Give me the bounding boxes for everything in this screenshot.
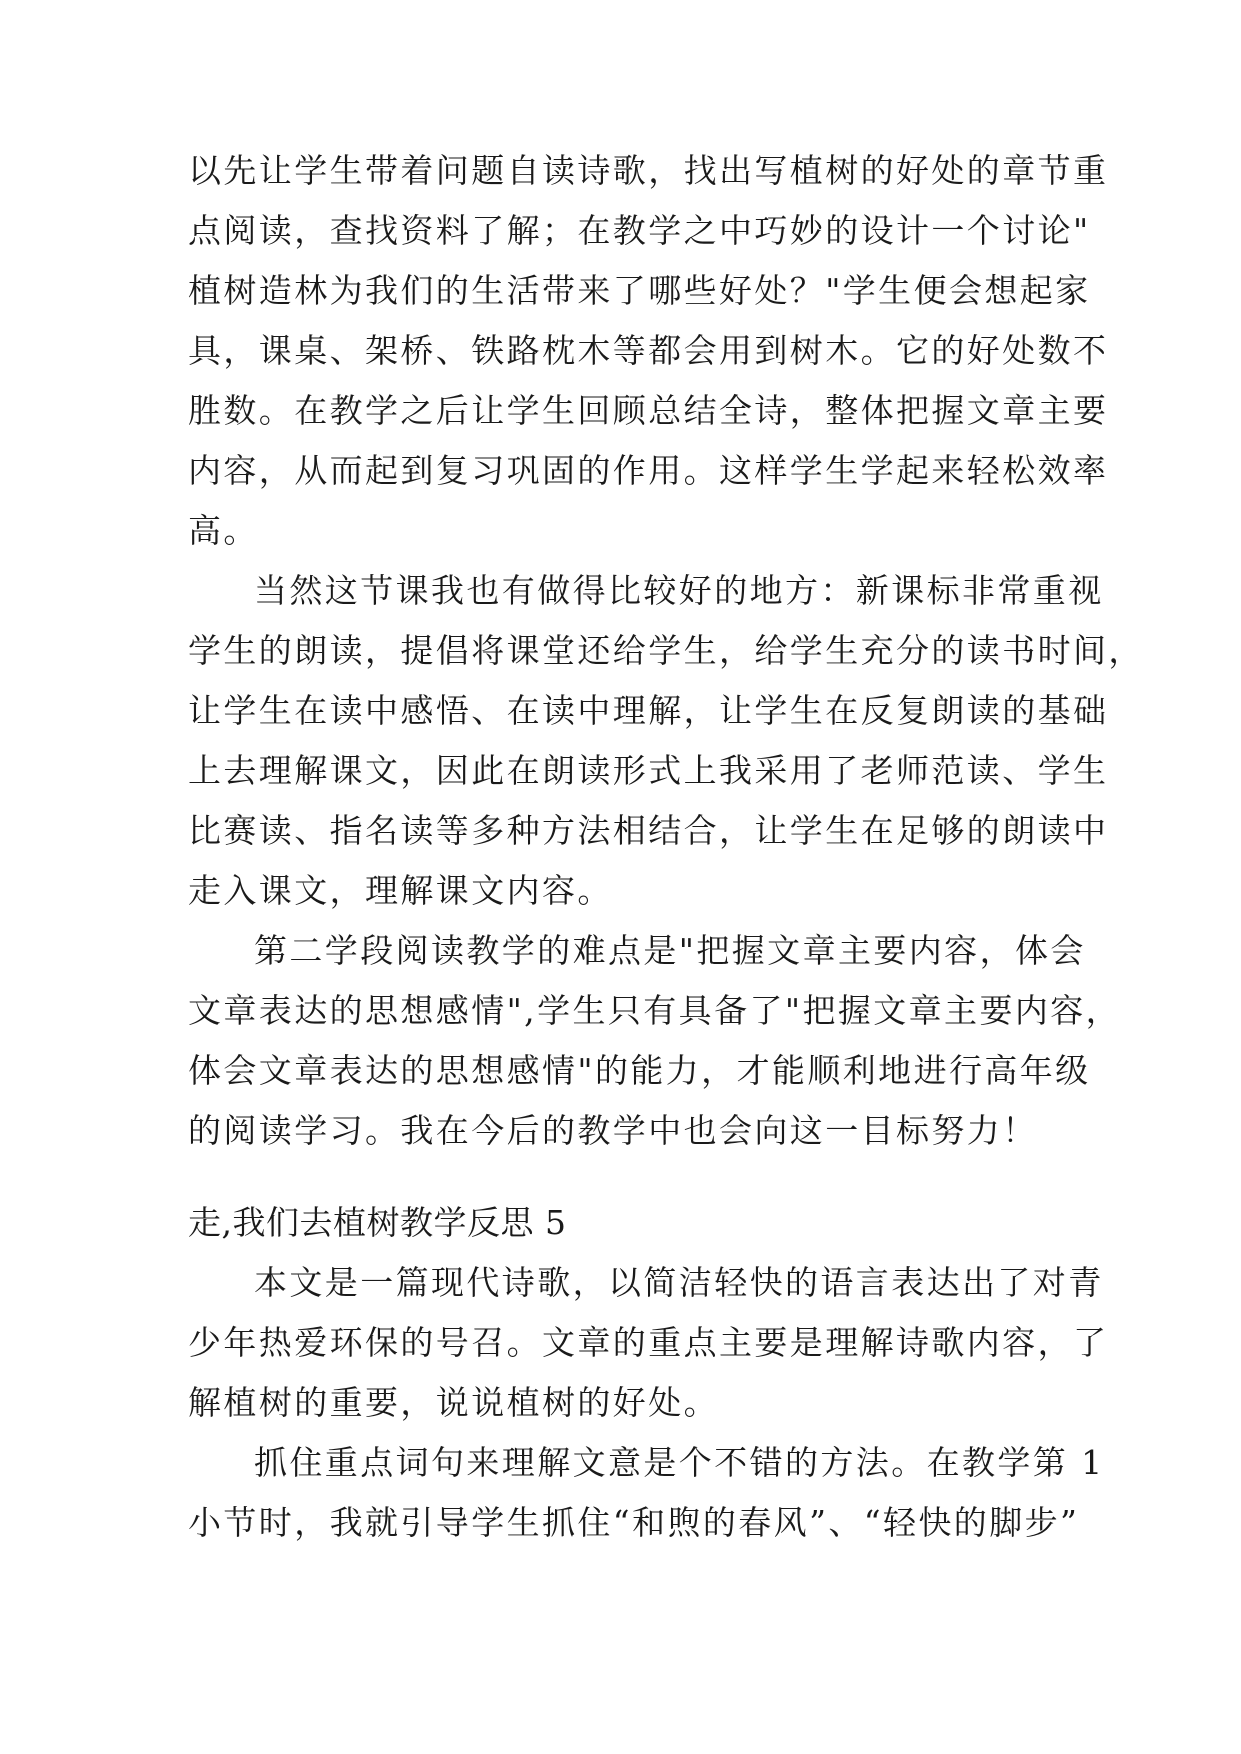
paragraph-first-line: 第二学段阅读教学的难点是"把握文章主要内容，体会 [254, 931, 1086, 970]
text-line: 高。 [188, 511, 259, 550]
text-line: 植树造林为我们的生活带来了哪些好处？"学生便会想起家 [188, 271, 1091, 310]
text-line: 比赛读、指名读等多种方法相结合，让学生在足够的朗读中 [188, 811, 1109, 850]
paragraph-first-line: 当然这节课我也有做得比较好的地方：新课标非常重视 [254, 571, 1104, 610]
text-line: 小节时，我就引导学生抓住“和煦的春风”、“轻快的脚步” [188, 1503, 1080, 1542]
text-line: 点阅读，查找资料了解；在教学之中巧妙的设计一个讨论" [188, 211, 1091, 250]
section-heading: 走,我们去植树教学反思 5 [188, 1203, 567, 1242]
text-line: 胜数。在教学之后让学生回顾总结全诗，整体把握文章主要 [188, 391, 1109, 430]
text-line: 文章表达的思想感情",学生只有具备了"把握文章主要内容， [188, 991, 1122, 1030]
text-line: 的阅读学习。我在今后的教学中也会向这一目标努力！ [188, 1111, 1038, 1150]
text-line: 以先让学生带着问题自读诗歌，找出写植树的好处的章节重 [188, 151, 1109, 190]
text-line: 体会文章表达的思想感情"的能力，才能顺利地进行高年级 [188, 1051, 1091, 1090]
paragraph-first-line: 抓住重点词句来理解文意是个不错的方法。在教学第 1 [254, 1443, 1105, 1482]
text-line: 具，课桌、架桥、铁路枕木等都会用到树木。它的好处数不 [188, 331, 1109, 370]
text-line: 内容，从而起到复习巩固的作用。这样学生学起来轻松效率 [188, 451, 1109, 490]
text-line: 学生的朗读，提倡将课堂还给学生，给学生充分的读书时间， [188, 631, 1144, 670]
text-line: 上去理解课文，因此在朗读形式上我采用了老师范读、学生 [188, 751, 1109, 790]
paragraph-first-line: 本文是一篇现代诗歌，以简洁轻快的语言表达出了对青 [254, 1263, 1104, 1302]
text-line: 解植树的重要，说说植树的好处。 [188, 1383, 719, 1422]
text-line: 少年热爱环保的号召。文章的重点主要是理解诗歌内容，了 [188, 1323, 1109, 1362]
text-line: 让学生在读中感悟、在读中理解，让学生在反复朗读的基础 [188, 691, 1109, 730]
text-line: 走入课文，理解课文内容。 [188, 871, 613, 910]
